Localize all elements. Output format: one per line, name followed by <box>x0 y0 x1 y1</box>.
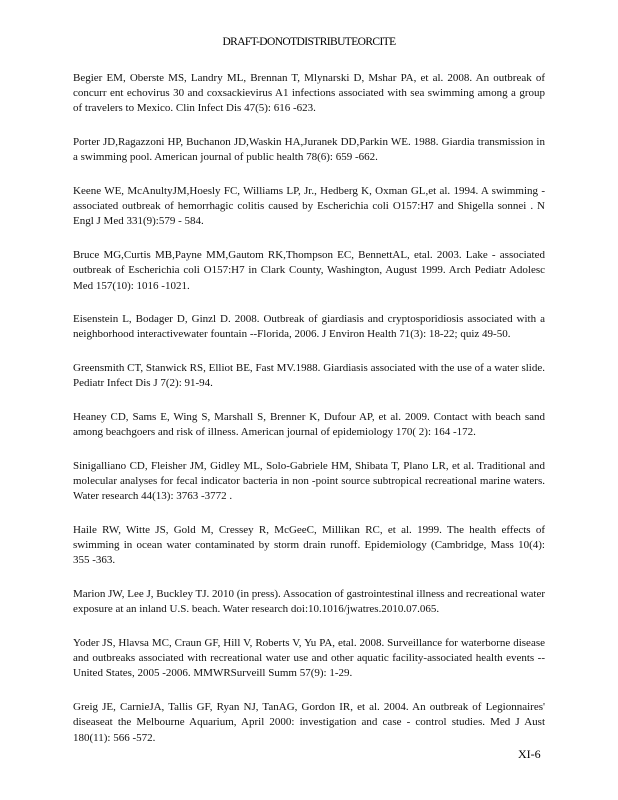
reference-item: Greensmith CT, Stanwick RS, Elliot BE, Fast MV.1988. Giardiasis associated with the use of a water slide. Pediatr Infect Dis J 7(2): 91-94. <box>73 362 545 390</box>
reference-item: Porter JD,Ragazzoni HP, Buchanon JD,Waskin HA,Juranek DD,Parkin WE. 1988. Giardia transmission in a swimming pool. American journal of public health 78(6): 659 -662. <box>73 136 545 164</box>
reference-item: Keene WE, McAnultyJM,Hoesly FC, Williams LP, Jr., Hedberg K, Oxman GL,et al. 1994. A swimming -associated outbreak of hemorrhagic colitis caused by Escherichia coli O157:H7 and Shigella sonnei . N Engl J Med 331(9):579 - 584. <box>73 185 545 228</box>
reference-item: Marion JW, Lee J, Buckley TJ. 2010 (in press). Assocation of gastrointestinal illness and recreational water exposure at an inland U.S. beach. Water research doi:10.1016/jwatres.2010.07.065. <box>73 588 545 616</box>
reference-item: Heaney CD, Sams E, Wing S, Marshall S, Brenner K, Dufour AP, et al. 2009. Contact with beach sand among beachgoers and risk of illness. American journal of epidemiology 170( 2): 164 -172. <box>73 411 545 439</box>
reference-item: Bruce MG,Curtis MB,Payne MM,Gautom RK,Thompson EC, BennettAL, etal. 2003. Lake - associated outbreak of Escherichia coli O157:H7 in Clark County, Washington, August 1999. Arch Pediatr Adolesc Med 157(10): 1016 -1021. <box>73 249 545 292</box>
page-number: XI-6 <box>518 747 541 761</box>
reference-item: Eisenstein L, Bodager D, Ginzl D. 2008. Outbreak of giardiasis and cryptosporidiosis associated with a neighborhood interactivewater fountain --Florida, 2006. J Environ Health 71(3): 18-22; quiz 49-50. <box>73 313 545 341</box>
reference-item: Yoder JS, Hlavsa MC, Craun GF, Hill V, Roberts V, Yu PA, etal. 2008. Surveillance for waterborne disease and outbreaks associated with recreational water use and other aquatic facility-associated health events --United States, 2005 -2006. MMWRSurveill Summ 57(9): 1-29. <box>73 637 545 680</box>
draft-header: DRAFT-DONOTDISTRIBUTEORCITE <box>222 36 396 48</box>
reference-list <box>73 71 545 764</box>
reference-item: Haile RW, Witte JS, Gold M, Cressey R, McGeeC, Millikan RC, et al. 1999. The health effects of swimming in ocean water contaminated by storm drain runoff. Epidemiology (Cambridge, Mass 10(4): 355 -363. <box>73 524 545 567</box>
reference-item: Begier EM, Oberste MS, Landry ML, Brennan T, Mlynarski D, Mshar PA, et al. 2008. An outbreak of concurr ent echovirus 30 and coxsackievirus A1 infections associated with sea swimming among a group of travelers to Mexico. Clin Infect Dis 47(5): 616 -623. <box>73 72 545 115</box>
reference-item: Greig JE, CarnieJA, Tallis GF, Ryan NJ, TanAG, Gordon IR, et al. 2004. An outbreak of Legionnaires' diseaseat the Melbourne Aquarium, April 2000: investigation and case - control studies. Med J Aust 180(11): 566 -572. <box>73 701 545 744</box>
reference-item: Sinigalliano CD, Fleisher JM, Gidley ML, Solo-Gabriele HM, Shibata T, Plano LR, et al. Traditional and molecular analyses for fecal indicator bacteria in non -point source subtropical recreational marine waters. Water research 44(13): 3763 -3772 . <box>73 459 545 503</box>
